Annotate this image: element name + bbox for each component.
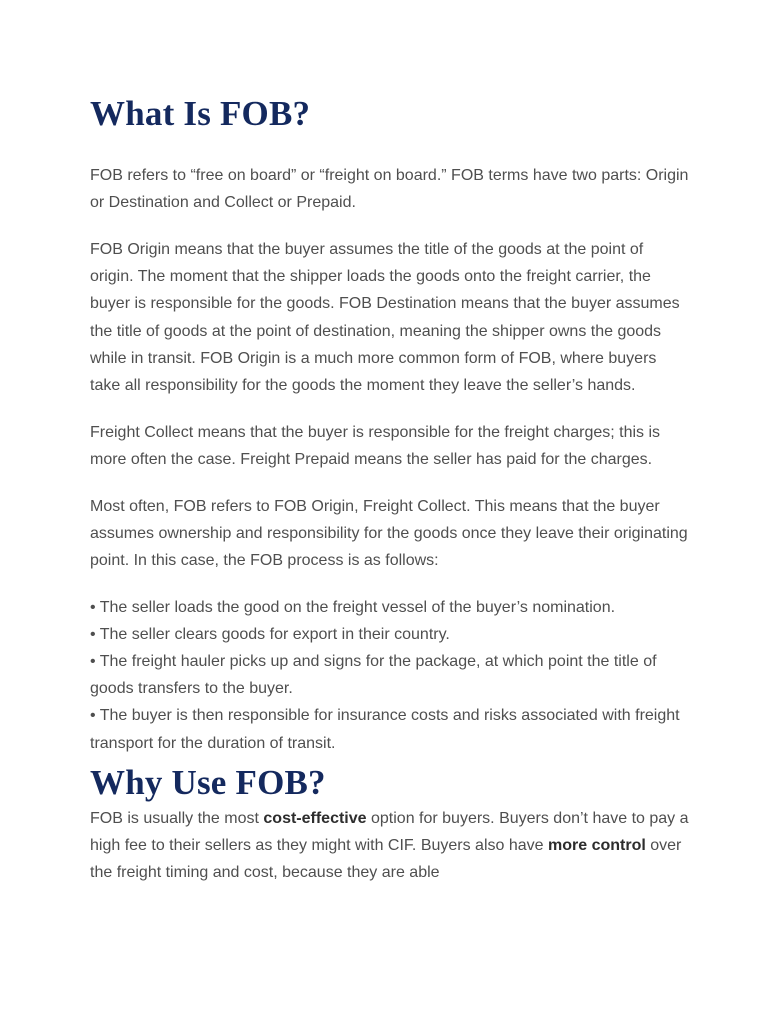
text-run: FOB is usually the most xyxy=(90,809,264,827)
text-run: over the freight timing and cost, because they are able xyxy=(90,837,682,882)
list-item: • The freight hauler picks up and signs for the package, at which point the title of goods transfers to the buyer. xyxy=(90,653,657,698)
bold-more-control: more control xyxy=(548,837,646,855)
paragraph-freight-collect-prepaid: Freight Collect means that the buyer is responsible for the freight charges; this is more often the case. Freight Prepaid means the seller has paid for the charges. xyxy=(90,423,661,468)
heading-why-use-fob: Why Use FOB? xyxy=(90,762,326,802)
paragraph-most-often: Most often, FOB refers to FOB Origin, Freight Collect. This means that the buyer assumes ownership and responsibility for the goods once they leave their originating point. In this case, the FOB process is as follows: xyxy=(90,497,688,569)
list-item: • The seller clears goods for export in their country. xyxy=(90,625,450,643)
paragraph-why-use-fob xyxy=(90,805,690,887)
paragraph-fob-definition: FOB refers to “free on board” or “freight on board.” FOB terms have two parts: Origin or Destination and Collect or Prepaid. xyxy=(90,167,689,212)
heading-what-is-fob: What Is FOB? xyxy=(90,94,311,133)
document-body xyxy=(90,92,690,906)
text-run: option for buyers. Buyers don’t have to pay a high fee to their sellers as they might with CIF. Buyers also have xyxy=(90,809,689,855)
fob-process-list xyxy=(90,594,690,757)
list-item: • The seller loads the good on the freight vessel of the buyer’s nomination. xyxy=(90,598,616,616)
bold-cost-effective: cost-effective xyxy=(263,809,367,827)
list-item: • The buyer is then responsible for insurance costs and risks associated with freight transport for the duration of transit. xyxy=(90,707,680,752)
paragraph-fob-origin-destination: FOB Origin means that the buyer assumes the title of the goods at the point of origin. The moment that the shipper loads the goods onto the freight carrier, the buyer is responsible for the goods. FOB Destination means that the buyer assumes the title of goods at the point of destination, meaning the shipper owns the goods while in transit. FOB Origin is a much more common form of FOB, where buyers take all responsibility for the goods the moment they leave the seller’s hands. xyxy=(90,240,680,394)
